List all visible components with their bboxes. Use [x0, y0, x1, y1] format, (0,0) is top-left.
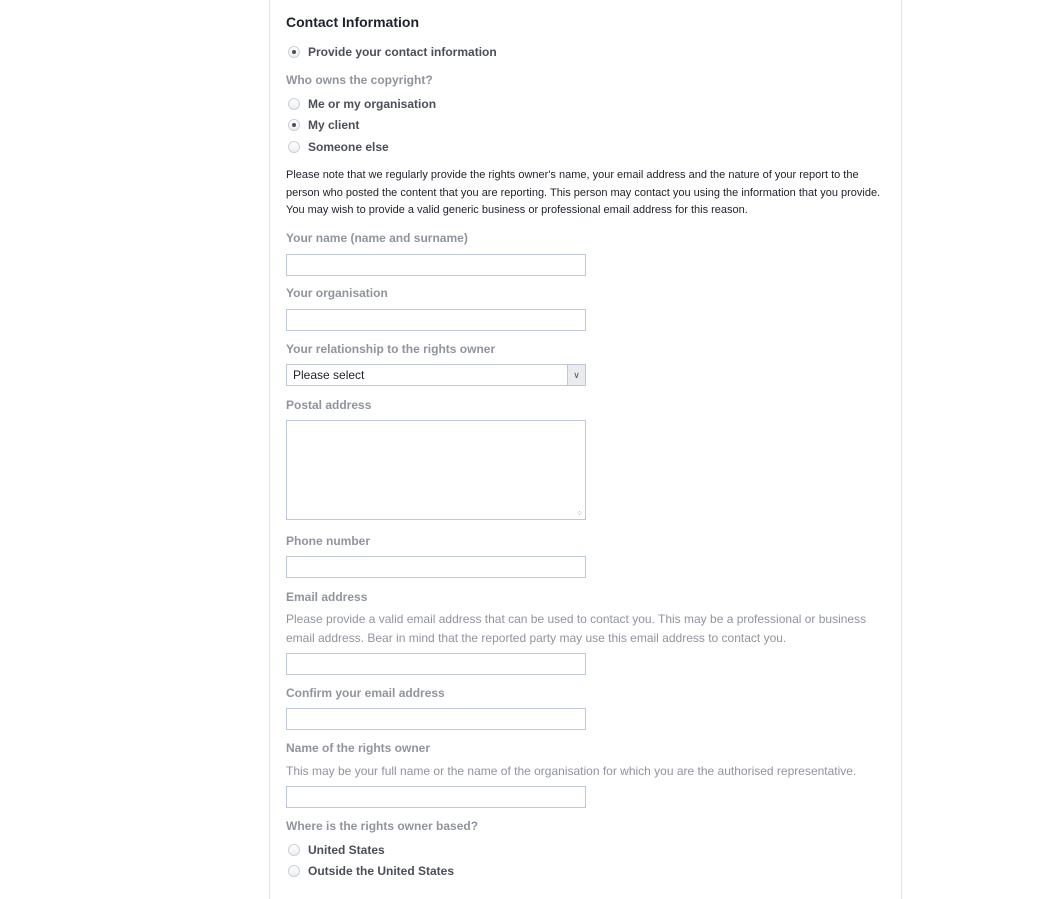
organisation-label: Your organisation — [286, 286, 388, 300]
radio-label: My client — [308, 118, 360, 132]
copyright-question: Who owns the copyright? — [286, 73, 433, 87]
notice-text: Please note that we regularly provide the rights owner's name, your email address and the nature of your report to the person who posted the content that you are reporting. This person may contact you using the information that you provide. You may wish to provide a valid generic business or professional email address for this reason. — [286, 169, 881, 216]
relationship-select[interactable] — [286, 364, 586, 386]
owner-name-input[interactable] — [286, 786, 586, 808]
name-label: Your name (name and surname) — [286, 231, 468, 245]
radio-someone-else[interactable] — [288, 140, 389, 154]
confirm-email-label: Confirm your email address — [286, 686, 445, 700]
radio-united-states[interactable] — [288, 843, 385, 857]
email-input[interactable] — [286, 653, 586, 675]
phone-label: Phone number — [286, 534, 371, 548]
select-value: Please select — [293, 368, 365, 382]
email-label: Email address — [286, 590, 368, 604]
radio-label: Provide your contact information — [308, 45, 497, 59]
radio-icon[interactable] — [288, 98, 300, 110]
radio-label: Someone else — [308, 140, 389, 154]
section-title: Contact Information — [286, 14, 419, 30]
owner-name-help: This may be your full name or the name of the organisation for which you are the authorised representative. — [286, 764, 857, 778]
relationship-label: Your relationship to the rights owner — [286, 342, 496, 356]
radio-selected-icon[interactable] — [288, 119, 300, 131]
confirm-email-input[interactable] — [286, 708, 586, 730]
radio-provide-contact[interactable] — [288, 45, 497, 59]
owner-name-label: Name of the rights owner — [286, 741, 431, 755]
location-question: Where is the rights owner based? — [286, 819, 479, 833]
radio-label: Me or my organisation — [308, 97, 437, 111]
radio-label: Outside the United States — [308, 864, 455, 878]
email-help: Please provide a valid email address that can be used to contact you. This may be a professional or business email address. Bear in mind that the reported party may use this email address to contact you. — [286, 612, 867, 645]
radio-outside-united-states[interactable] — [288, 864, 454, 878]
radio-icon[interactable] — [288, 141, 300, 153]
organisation-input[interactable] — [286, 309, 586, 331]
postal-textarea[interactable] — [286, 420, 586, 520]
name-input[interactable] — [286, 254, 586, 276]
resize-grip-icon[interactable]: ⁘ — [576, 509, 583, 518]
radio-my-client[interactable] — [288, 118, 359, 132]
chevron-down-icon[interactable]: ∨ — [567, 365, 585, 385]
radio-selected-icon[interactable] — [288, 46, 300, 58]
postal-label: Postal address — [286, 398, 372, 412]
radio-icon[interactable] — [288, 865, 300, 877]
radio-label: United States — [308, 843, 385, 857]
radio-icon[interactable] — [288, 844, 300, 856]
radio-me-or-organisation[interactable] — [288, 97, 436, 111]
phone-input[interactable] — [286, 556, 586, 578]
